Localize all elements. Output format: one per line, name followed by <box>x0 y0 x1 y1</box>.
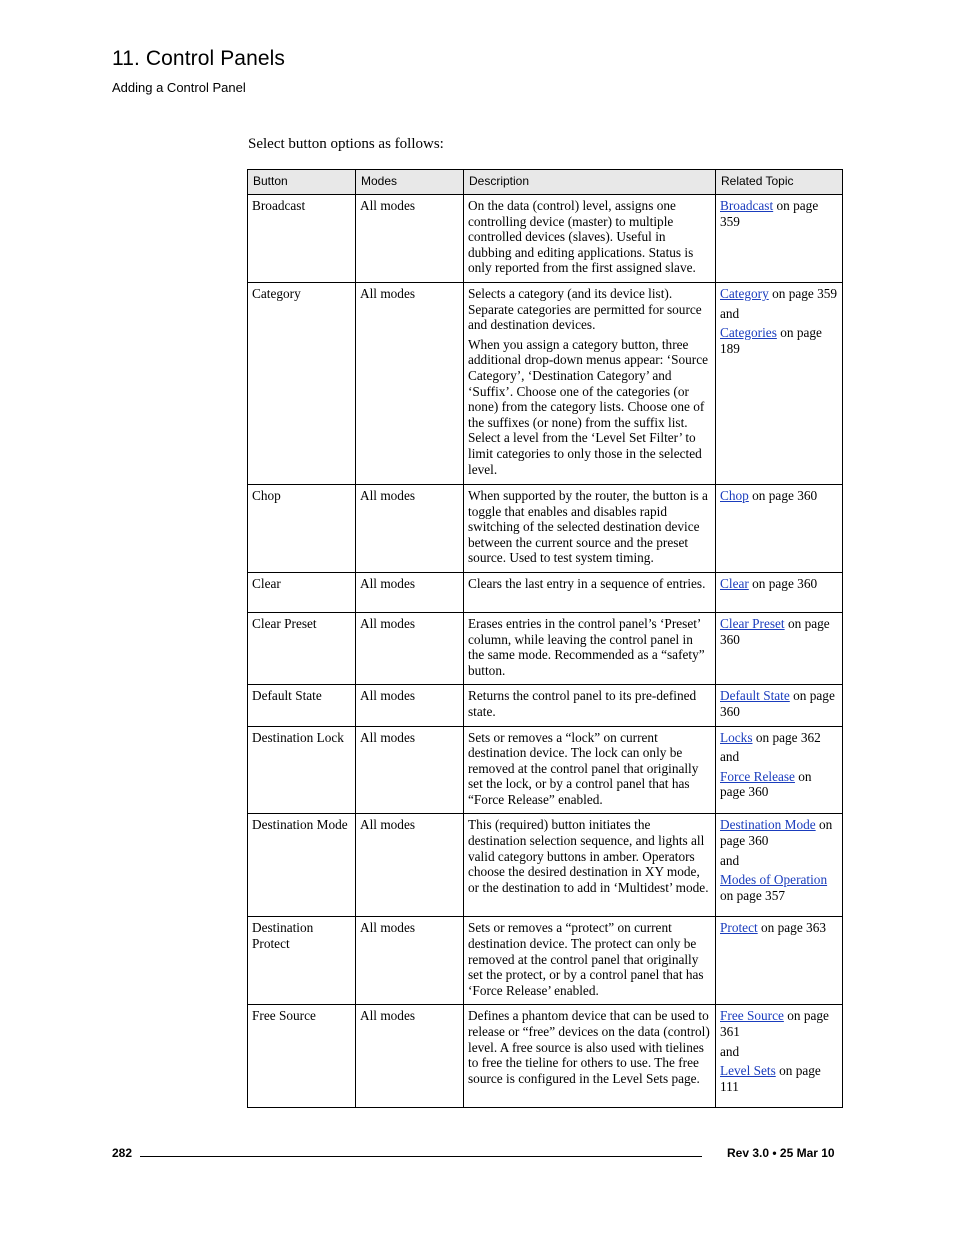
related-topic-entry <box>720 286 838 302</box>
table-row <box>248 282 843 484</box>
table-row <box>248 484 843 572</box>
description-text: When you assign a category button, three additional drop-down menus appear: ‘Source Category’, ‘Destination Category’ and ‘Suffix’. Choose one of the categories (or none) from the category lists. Choose one of the suffixes (or none) from the suffix list. Select a level from the ‘Level Set Filter’ to limit categories to only those in the selected level. <box>468 336 709 477</box>
description-cell <box>464 195 716 283</box>
footer-rule <box>140 1156 702 1157</box>
and-connector: and <box>720 1043 740 1059</box>
modes-cell: All modes <box>356 917 464 1005</box>
related-topic-link[interactable]: Broadcast <box>720 198 774 213</box>
related-topic-cell <box>716 917 843 1005</box>
related-topic-link[interactable]: Category <box>720 285 769 301</box>
description-text: Sets or removes a “protect” on current destination device. The protect can only be removed at the control panel that originally set the protect, or by a control panel that has ‘Force Release’ enabled. <box>468 920 704 998</box>
description-text: Selects a category (and its device list). Separate categories are permitted for source and destination devices. <box>468 285 702 333</box>
related-topic-entry <box>720 817 838 848</box>
related-topic-cell <box>716 195 843 283</box>
button-name-cell: Destination Protect <box>248 917 356 1005</box>
revision-label: Rev 3.0 • 25 Mar 10 <box>727 1146 835 1160</box>
related-topic-entry <box>720 769 838 800</box>
page-reference: on page 361 <box>720 1008 829 1040</box>
related-topic-link[interactable]: Chop <box>720 487 749 503</box>
description-cell <box>464 1005 716 1108</box>
related-topic-entry <box>720 576 838 592</box>
table-header-row <box>248 170 843 195</box>
button-name-cell: Destination Mode <box>248 814 356 917</box>
button-name-cell: Category <box>248 282 356 484</box>
button-name-cell: Clear Preset <box>248 612 356 684</box>
page-reference: on page 360 <box>720 615 830 647</box>
description-cell <box>464 917 716 1005</box>
modes-cell: All modes <box>356 726 464 814</box>
table-row <box>248 1005 843 1108</box>
description-text: Sets or removes a “lock” on current destination device. The lock can only be removed at the control panel that originally set the lock, or by a control panel that has “Force Release” enabled. <box>468 729 699 807</box>
page-reference: on page 360 <box>720 768 812 800</box>
modes-cell: All modes <box>356 1005 464 1108</box>
column-header-related-topic: Related Topic <box>716 170 843 195</box>
related-topic-link[interactable]: Default State <box>720 688 790 704</box>
description-cell <box>464 726 716 814</box>
related-topic-link[interactable]: Clear <box>720 575 749 591</box>
related-topic-entry <box>720 872 838 903</box>
modes-cell: All modes <box>356 612 464 684</box>
description-cell <box>464 685 716 726</box>
section-title: Adding a Control Panel <box>112 80 246 95</box>
related-topic-entry <box>720 730 838 746</box>
page-reference: on page 360 <box>748 575 818 591</box>
related-topic-entry <box>720 1063 838 1094</box>
description-text: This (required) button initiates the destination selection sequence, and lights all valid category buttons in amber. Operators choose the desired destination in XY mode, or the destination to add in ‘Multidest’ mode. <box>468 817 709 895</box>
related-topic-entry <box>720 616 838 647</box>
page-reference: on page 360 <box>720 688 835 719</box>
description-text: When supported by the router, the button is a toggle that enables and disables rapid switching of the selected destination device between the current source and the preset source. Used to test system timing. <box>468 487 708 566</box>
page-number: 282 <box>112 1146 133 1160</box>
related-topic-cell <box>716 685 843 726</box>
description-text: Clears the last entry in a sequence of entries. <box>468 575 706 591</box>
page-reference: on page 189 <box>720 325 822 356</box>
related-topic-entry <box>720 198 838 229</box>
table-row <box>248 685 843 726</box>
related-topic-link[interactable]: Level Sets <box>720 1063 776 1079</box>
page-reference: on page 362 <box>752 729 821 745</box>
page-reference: on page 359 <box>720 198 819 229</box>
description-text: Defines a phantom device that can be used to release or “free” devices on the data (control) level. A free source is also used with tielines to free the tieline for others to use. The free source is configured in the Level Sets page. <box>468 1008 710 1086</box>
page-reference: on page 359 <box>768 285 838 301</box>
button-name-cell: Destination Lock <box>248 726 356 814</box>
button-name-cell: Broadcast <box>248 195 356 283</box>
related-topic-cell <box>716 484 843 572</box>
related-topic-entry <box>720 488 838 504</box>
and-connector: and <box>720 305 740 321</box>
button-name-cell: Free Source <box>248 1005 356 1108</box>
related-topic-entry <box>720 1008 838 1039</box>
button-name-cell: Default State <box>248 685 356 726</box>
button-name-cell: Chop <box>248 484 356 572</box>
related-topic-link[interactable]: Destination Mode <box>720 817 816 833</box>
page-reference: on page 363 <box>757 920 826 936</box>
description-text: Returns the control panel to its pre-defined state. <box>468 688 697 719</box>
table-row <box>248 612 843 684</box>
related-topic-link[interactable]: Locks <box>720 729 753 745</box>
modes-cell: All modes <box>356 195 464 283</box>
table-row <box>248 572 843 612</box>
intro-text: Select button options as follows: <box>248 136 444 152</box>
related-topic-entry <box>720 688 838 719</box>
description-cell <box>464 572 716 612</box>
related-topic-link[interactable]: Protect <box>720 920 758 936</box>
modes-cell: All modes <box>356 814 464 917</box>
description-cell <box>464 814 716 917</box>
table-row <box>248 917 843 1005</box>
column-header-button: Button <box>248 170 356 195</box>
column-header-modes: Modes <box>356 170 464 195</box>
related-topic-cell <box>716 612 843 684</box>
button-name-cell: Clear <box>248 572 356 612</box>
related-topic-link[interactable]: Force Release <box>720 768 795 784</box>
table-row <box>248 195 843 283</box>
description-cell <box>464 282 716 484</box>
related-topic-entry <box>720 325 838 356</box>
related-topic-entry <box>720 920 838 936</box>
modes-cell: All modes <box>356 484 464 572</box>
and-connector: and <box>720 852 740 868</box>
button-options-table <box>247 169 843 1108</box>
related-topic-link[interactable]: Free Source <box>720 1008 784 1024</box>
related-topic-cell <box>716 814 843 917</box>
page-reference: on page 360 <box>748 487 818 503</box>
description-text: On the data (control) level, assigns one controlling device (master) to multiple controlled devices (slaves). Useful in dubbing and editing applications. Status is only reported from the first assigned slave. <box>468 198 696 276</box>
description-cell <box>464 484 716 572</box>
table-row <box>248 726 843 814</box>
related-topic-link[interactable]: Clear Preset <box>720 615 785 631</box>
description-text: Erases entries in the control panel’s ‘Preset’ column, while leaving the control panel in the same mode. Recommended as a “safety” button. <box>468 615 705 678</box>
page-reference: on page 357 <box>720 887 785 903</box>
column-header-description: Description <box>464 170 716 195</box>
and-connector: and <box>720 749 740 765</box>
modes-cell: All modes <box>356 282 464 484</box>
description-cell <box>464 612 716 684</box>
modes-cell: All modes <box>356 572 464 612</box>
related-topic-cell <box>716 1005 843 1108</box>
page-reference: on page 360 <box>720 817 833 849</box>
page-reference: on page 111 <box>720 1063 821 1094</box>
related-topic-cell <box>716 282 843 484</box>
chapter-title: 11. Control Panels <box>112 47 286 70</box>
table-row <box>248 814 843 917</box>
modes-cell: All modes <box>356 685 464 726</box>
related-topic-cell <box>716 726 843 814</box>
related-topic-link[interactable]: Modes of Operation <box>720 872 828 888</box>
related-topic-link[interactable]: Categories <box>720 325 777 341</box>
related-topic-cell <box>716 572 843 612</box>
